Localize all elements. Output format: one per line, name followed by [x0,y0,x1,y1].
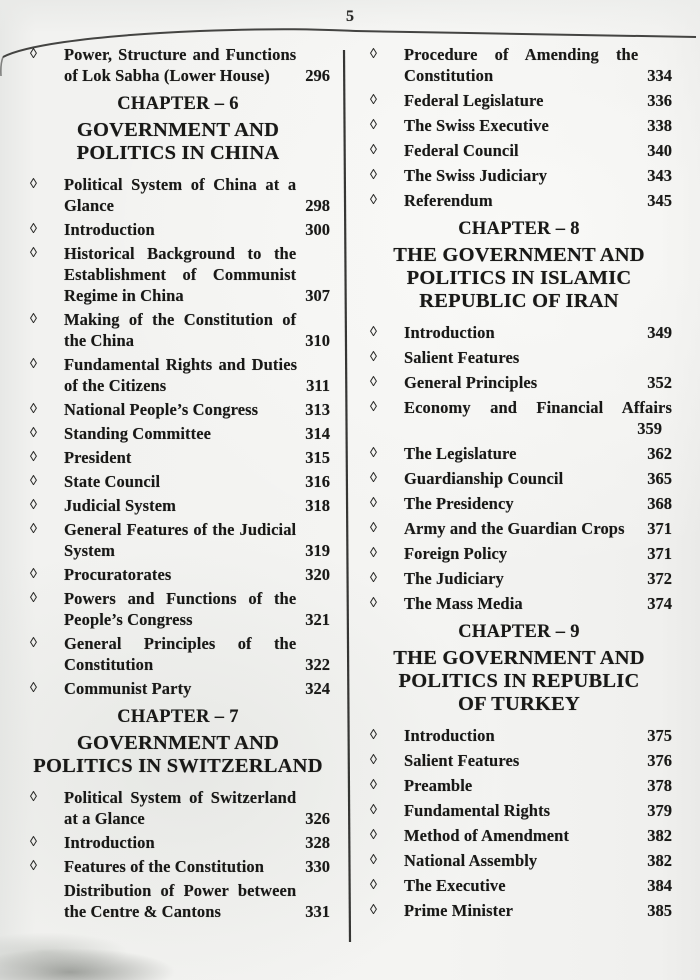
toc-column-left [26,44,330,925]
toc-entry [26,399,330,420]
toc-entry [26,309,330,351]
toc-entry-page-number: 382 [647,851,672,870]
toc-entry-title: Fundamental Rights [404,801,551,820]
diamond-bullet-icon: ◊ [30,636,37,651]
toc-entry-title: Guardianship Council [404,469,564,488]
toc-entry [366,850,672,871]
toc-entry-title: Salient Features [404,751,520,770]
toc-entry-page-number: 313 [305,400,330,419]
diamond-bullet-icon: ◊ [370,853,377,868]
toc-entry [26,832,330,853]
toc-entry [26,564,330,585]
toc-entry-page-number: 320 [305,565,330,584]
toc-entry-title: Introduction [64,220,155,239]
toc-entry [366,322,672,343]
diamond-bullet-icon: ◊ [30,522,37,537]
toc-entry-title: Making of the Constitution of the China [64,310,297,350]
toc-entry-page-number: 311 [306,376,330,395]
toc-entry-page-number: 378 [647,776,672,795]
toc-entry-page-number: 326 [305,809,330,828]
diamond-bullet-icon: ◊ [370,903,377,918]
toc-entry-title: Fundamental Rights and Duties of the Citizens [64,355,298,395]
toc-entry-page-number: 371 [647,544,672,563]
toc-entry-title: The Swiss Executive [404,116,549,135]
toc-entry-page-number: 328 [305,833,330,852]
toc-entry-title: National People’s Congress [64,400,259,419]
toc-entry [26,44,330,86]
toc-entry [366,750,672,771]
diamond-bullet-icon: ◊ [370,325,377,340]
toc-entry-title: National Assembly [404,851,538,870]
diamond-bullet-icon: ◊ [370,803,377,818]
toc-entry-title: Method of Amendment [404,826,570,845]
diamond-bullet-icon: ◊ [370,571,377,586]
chapter-heading: CHAPTER – 7 [117,707,239,727]
chapter-heading: CHAPTER – 9 [458,622,580,642]
diamond-bullet-icon: ◊ [30,790,37,805]
diamond-bullet-icon: ◊ [370,350,377,365]
toc-entry-title: Political System of China at a Glance [64,175,297,215]
diamond-bullet-icon: ◊ [30,835,37,850]
toc-entry [366,800,672,821]
toc-entry [366,468,672,489]
toc-entry-title: The Legislature [404,444,517,463]
toc-entry-title: Preamble [404,776,473,795]
toc-entry-title: Economy and Financial Affairs [404,398,672,417]
toc-entry [26,447,330,468]
toc-entry [26,423,330,444]
toc-entry-title: General Features of the Judicial System [64,520,297,560]
diamond-bullet-icon: ◊ [370,596,377,611]
toc-entry [366,493,672,514]
diamond-bullet-icon: ◊ [370,400,377,415]
diamond-bullet-icon: ◊ [370,375,377,390]
diamond-bullet-icon: ◊ [30,567,37,582]
toc-entry-title: The Mass Media [404,594,523,613]
toc-entry [26,243,330,306]
toc-entry [26,633,330,675]
toc-entry-page-number: 359 [637,419,662,438]
toc-entry-page-number: 362 [647,444,672,463]
diamond-bullet-icon: ◊ [370,521,377,536]
toc-entry-title: Referendum [404,191,493,210]
toc-entry-page-number: 352 [647,373,672,392]
toc-entry-page-number: 310 [305,331,330,350]
diamond-bullet-icon: ◊ [370,193,377,208]
toc-entry [366,190,672,211]
toc-entry [366,443,672,464]
toc-entry-page-number: 345 [647,191,672,210]
toc-entry-page-number: 319 [305,541,330,560]
toc-entry-page-number: 336 [647,91,672,110]
toc-entry-page-number: 316 [305,472,330,491]
diamond-bullet-icon: ◊ [370,728,377,743]
diamond-bullet-icon: ◊ [370,878,377,893]
toc-entry-page-number: 343 [647,166,672,185]
toc-entry-title: Communist Party [64,679,192,698]
diamond-bullet-icon: ◊ [370,778,377,793]
diamond-bullet-icon: ◊ [30,47,37,62]
toc-entry-title: Introduction [64,833,155,852]
diamond-bullet-icon: ◊ [30,474,37,489]
toc-entry-page-number: 382 [647,826,672,845]
chapter-title: GOVERNMENT AND POLITICS IN CHINA [76,119,280,164]
diamond-bullet-icon: ◊ [30,681,37,696]
toc-entry-title: Salient Features [404,348,520,367]
toc-entry [366,140,672,161]
toc-entry-page-number: 298 [305,196,330,215]
toc-entry-title: Introduction [404,726,495,745]
diamond-bullet-icon: ◊ [30,498,37,513]
diamond-bullet-icon: ◊ [370,828,377,843]
toc-entry [366,518,672,539]
toc-entry [366,900,672,921]
top-rule-left-curl [1,57,3,76]
toc-entry-title: Federal Council [404,141,519,160]
toc-entry-page-number: 374 [647,594,672,613]
diamond-bullet-icon: ◊ [30,177,37,192]
toc-entry [366,347,672,368]
toc-entry-page-number: 375 [647,726,672,745]
page-number: 5 [346,8,354,25]
toc-entry-title: President [64,448,132,467]
chapter-title: GOVERNMENT AND POLITICS IN SWITZERLAND [33,732,323,777]
toc-column-right [366,44,672,925]
diamond-bullet-icon: ◊ [370,143,377,158]
chapter-heading: CHAPTER – 8 [458,219,580,239]
diamond-bullet-icon: ◊ [370,496,377,511]
toc-entry [366,90,672,111]
toc-entry [26,495,330,516]
toc-entry-title: The Presidency [404,494,514,513]
toc-entry-title: Introduction [404,323,495,342]
diamond-bullet-icon: ◊ [30,246,37,261]
toc-entry-page-number: 334 [647,66,672,85]
toc-entry-title: Procedure of Amending the Constitution [404,45,639,85]
toc-entry-page-number: 379 [647,801,672,820]
toc-entry [366,44,672,86]
toc-entry [366,775,672,796]
diamond-bullet-icon: ◊ [30,312,37,327]
toc-entry-page-number: 349 [647,323,672,342]
toc-entry-title: Judicial System [64,496,176,515]
toc-entry-page-number: 376 [647,751,672,770]
diamond-bullet-icon: ◊ [370,93,377,108]
toc-entry [26,787,330,829]
diamond-bullet-icon: ◊ [30,402,37,417]
toc-entry-body [404,397,672,439]
diamond-bullet-icon: ◊ [370,168,377,183]
toc-entry-title: State Council [64,472,161,491]
diamond-bullet-icon: ◊ [30,859,37,874]
toc-entry [26,678,330,699]
diamond-bullet-icon: ◊ [370,446,377,461]
toc-entry-title: Powers and Functions of the People’s Congress [64,589,297,629]
chapter-title: THE GOVERNMENT AND POLITICS IN REPUBLIC OF TURKEY [393,647,645,715]
toc-entry-page-number: 331 [305,902,330,921]
toc-entry [366,875,672,896]
diamond-bullet-icon: ◊ [30,450,37,465]
toc-entry-title: Foreign Policy [404,544,508,563]
toc-entry-title: Federal Legislature [404,91,544,110]
toc-entry-title: The Swiss Judiciary [404,166,548,185]
toc-entry [366,825,672,846]
diamond-bullet-icon: ◊ [370,753,377,768]
toc-entry [26,174,330,216]
toc-entry [366,593,672,614]
toc-entry-page-number: 330 [305,857,330,876]
toc-entry-title: The Judiciary [404,569,504,588]
toc-entry [366,165,672,186]
diamond-bullet-icon: ◊ [370,471,377,486]
toc-entry [26,588,330,630]
toc-entry-page-number: 384 [647,876,672,895]
toc-entry-title: Prime Minister [404,901,514,920]
toc-entry [366,372,672,393]
toc-entry-title: General Principles of the Constitution [64,634,297,674]
toc-entry-page-number: 338 [647,116,672,135]
toc-entry [26,856,330,877]
diamond-bullet-icon: ◊ [370,47,377,62]
diamond-bullet-icon: ◊ [30,591,37,606]
toc-entry-page-number: 315 [305,448,330,467]
toc-entry-title: Historical Background to the Establishment of Communist Regime in China [64,244,297,305]
toc-entry [366,115,672,136]
diamond-bullet-icon: ◊ [30,357,37,372]
diamond-bullet-icon: ◊ [30,426,37,441]
toc-entry [26,519,330,561]
toc-entry-page-number: 365 [647,469,672,488]
toc-entry-page-number: 321 [305,610,330,629]
toc-entry-page-number: 300 [305,220,330,239]
toc-entry-title: Features of the Constitution [64,857,265,876]
toc-entry-title: Political System of Switzerland at a Glance [64,788,297,828]
toc-entry-page-number: 322 [305,655,330,674]
toc-entry [26,471,330,492]
toc-entry-page-number: 385 [647,901,672,920]
toc-entry-title: General Principles [404,373,538,392]
toc-entry [366,568,672,589]
toc-entry-title: Procuratorates [64,565,172,584]
toc-entry-title: Army and the Guardian Crops [404,519,625,538]
toc-entry-page-number: 318 [305,496,330,515]
toc-entry-title: The Executive [404,876,506,895]
toc-entry-page-number: 340 [647,141,672,160]
toc-entry-title: Standing Committee [64,424,212,443]
toc-entry-page-number: 307 [305,286,330,305]
toc-entry-page-number: 314 [305,424,330,443]
toc-entry-page-number: 372 [647,569,672,588]
diamond-bullet-icon: ◊ [30,222,37,237]
toc-entry-title: Power, Structure and Functions of Lok Sabha (Lower House) [64,45,297,85]
diamond-bullet-icon: ◊ [370,118,377,133]
chapter-heading: CHAPTER – 6 [117,94,239,114]
toc-entry [26,880,330,922]
toc-entry [26,219,330,240]
toc-entry-page-number: 368 [647,494,672,513]
toc-entry [366,543,672,564]
toc-entry [366,725,672,746]
toc-entry [366,397,672,439]
toc-entry-page-number: 324 [305,679,330,698]
chapter-title: THE GOVERNMENT AND POLITICS IN ISLAMIC REPUBLIC OF IRAN [393,244,645,312]
toc-entry [26,354,330,396]
toc-entry-page-number: 371 [647,519,672,538]
diamond-bullet-icon: ◊ [370,546,377,561]
toc-entry-page-number: 296 [305,66,330,85]
toc-entry-title: Distribution of Power between the Centre & Cantons [64,881,297,921]
column-divider-line [344,50,350,942]
